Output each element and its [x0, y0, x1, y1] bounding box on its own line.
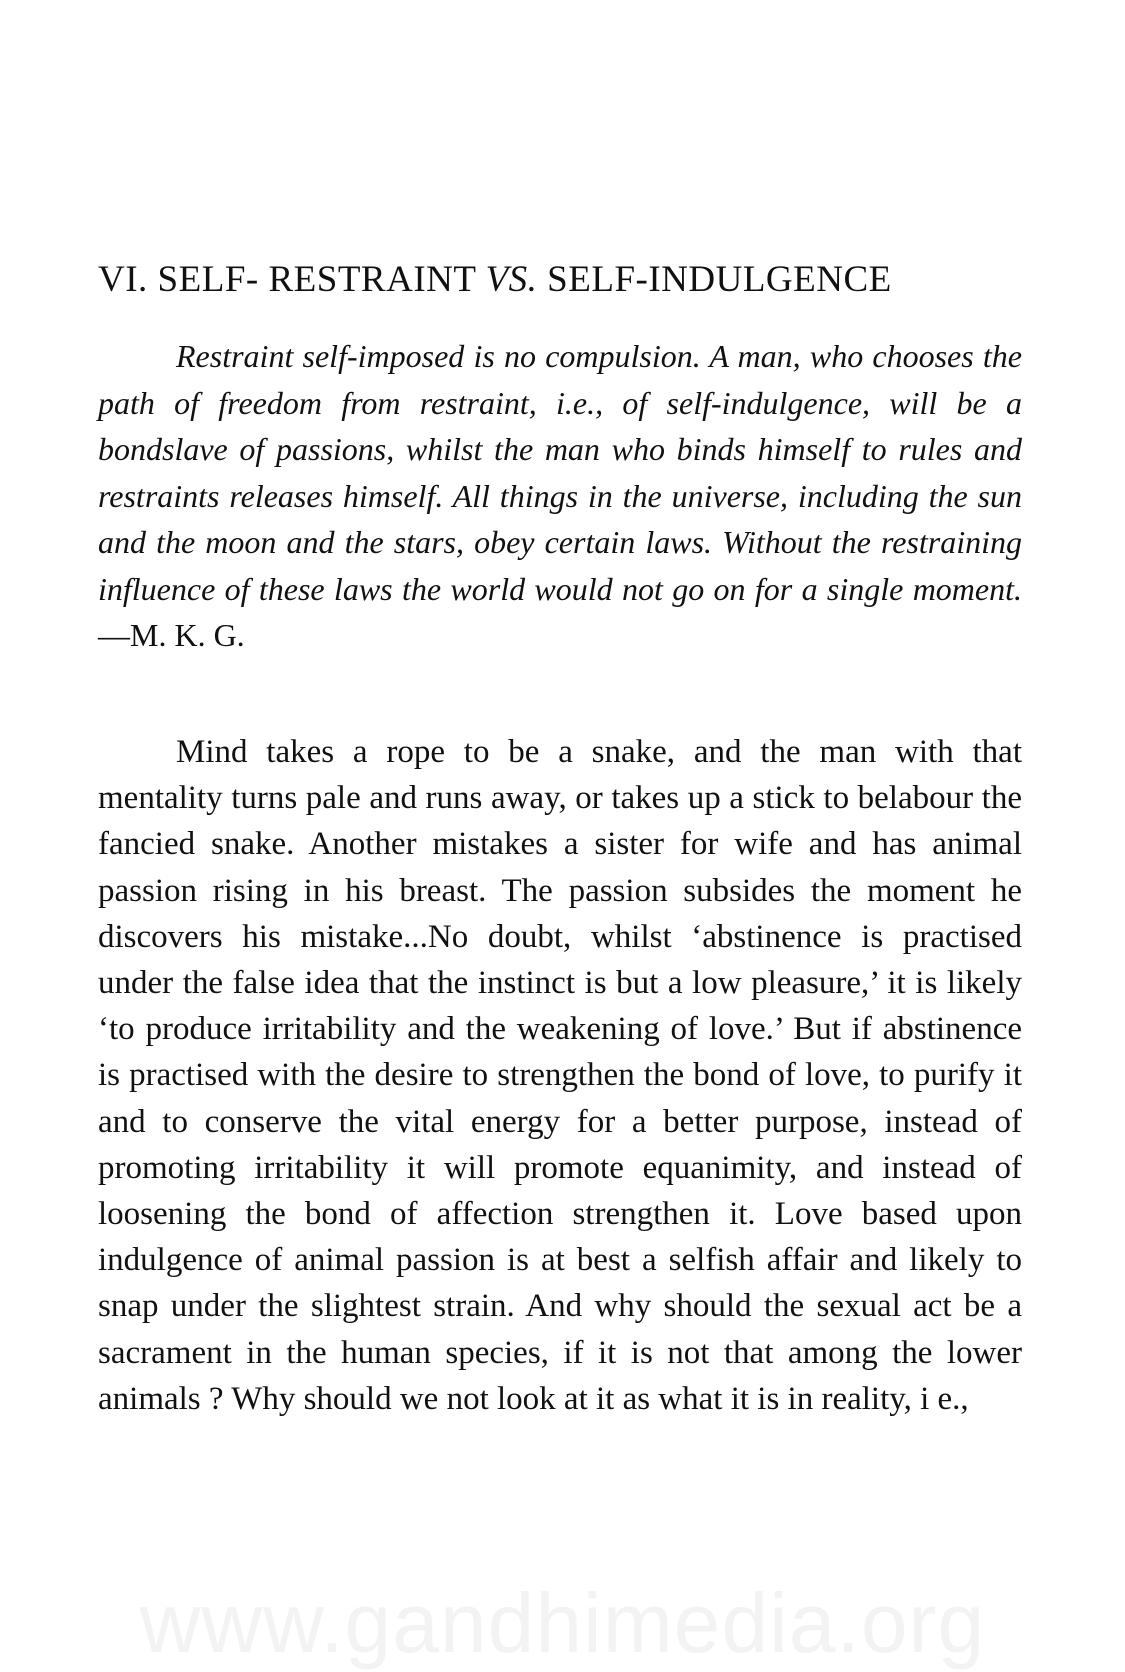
- chapter-title-suffix: SELF-INDULGENCE: [537, 259, 892, 300]
- body-paragraph: Mind takes a rope to be a snake, and the man with that mentality turns pale and runs away, or takes up a stick to belabour the fancied snake. Another mistakes a sister for wife and has animal passion rising in his breast. The passion subsides the moment he discovers his mistake...No doubt, whilst ‘abstinence is practised under the false idea that the instinct is but a low pleasure,’ it is likely ‘to produce irritability and the weakening of love.’ But if abstinence is practised with the desire to strengthen the bond of love, to purify it and to conserve the vital energy for a better purpose, instead of promoting irritability it will promote equanimity, and instead of loosening the bond of affection strengthen it. Love based upon indulgence of animal passion is at best a selfish affair and likely to snap under the slightest strain. And why should the sexual act be a sacrament in the human species, if it is not that among the lower animals ? Why should we not look at it as what it is in reality, i e.,: [98, 734, 1022, 1417]
- chapter-title-prefix: VI. SELF- RESTRAINT: [98, 259, 486, 300]
- chapter-title: [98, 258, 1028, 301]
- chapter-title-vs: VS.: [485, 259, 538, 300]
- epigraph-text: Restraint self-imposed is no compulsion. A man, who chooses the path of freedom from restraint, i.e., of self-indulgence, will be a bondslave of passions, whilst the man who binds himself to rules and restraints releases himself. All things in the universe, including the sun and the moon and the stars, obey certain laws. Without the restraining influence of these laws the world would not go on for a single moment.: [98, 338, 1022, 607]
- watermark: www.gandhimedia.org: [139, 1576, 986, 1670]
- epigraph-attribution: —M. K. G.: [98, 617, 245, 653]
- epigraph: [98, 333, 1022, 659]
